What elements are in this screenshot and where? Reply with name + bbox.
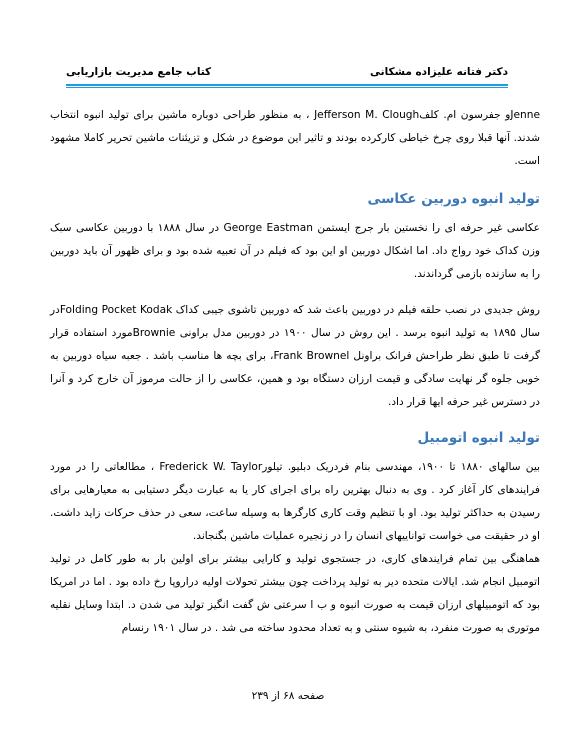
header-book-title: کتاب جامع مدیریت بازاریابی (66, 66, 212, 78)
document-body (50, 104, 540, 640)
header-rule (66, 84, 508, 86)
paragraph-camera-1: عکاسی غیر حرفه ای را نخستین بار جرج ایستمن George Eastman در سال ۱۸۸۸ با دوربین عکاسی سبک وزن کداک خود رواج داد. اما اشکال دوربین او این بود که فیلم در آن تعبیه شده بود و برای ظهور آن باید دوربین را به سازنده بازمی گرداندند. (50, 222, 540, 280)
paragraph-car-2: هماهنگی بین تمام فرایندهای کاری، در جستجوی تولید و کارایی بیشتر برای اولین بار به طور کامل در تولید اتومبیل انجام شد. ایالات متحده دیر به تولید پرداخت چون بیشتر تحولات اولیه دراروپا رخ داده بود . اما در امریکا بود که اتومبیلهای ارزان قیمت به صورت انبوه و ب ا سرعتی ش گفت انگیز تولید می شدن د. ابتدا وسایل نقلیه موتوری به صورت منفرد، به شیوه سنتی و به تعداد محدود ساخته می شد . در سال ۱۹۰۱ رنسام (50, 553, 540, 634)
paragraph-intro: Jenneو جفرسون ام. کلفJefferson M. Clough ، به منظور طراحی دوباره ماشین برای تولید انبوه انتخاب شدند. آنها قبلا روی چرخ خیاطی کارکرده بودند و تاثیر این موضوع در شکل و تزیئنات ماشین تحریر کاملا مشهود است. (50, 109, 540, 167)
paragraph-camera-2: روش جدیدی در نصب حلقه فیلم در دوربین باعث شد که دوربین تاشوی جیبی کداک Folding Pocket Kodakدر سال ۱۸۹۵ به تولید انبوه برسد . این روش در سال ۱۹۰۰ در دوربین مدل براونی Brownieمورد استفاده قرار گرفت تا طبق نظر طراحش فرانک براونل Frank Brownel، برای بچه ها مناسب باشد . جعبه سیاه دوربین به خوبی جلوه گر نهایت سادگی و قیمت ارزان دستگاه بود و همین، عکاسی را از حالت مرموز آن خارج کرد و آنرا در دسترس غیر حرفه ایها قرار داد. (50, 304, 541, 408)
header-author: دکتر فتانه علیزاده مشکانی (370, 66, 508, 78)
page-header (66, 64, 508, 86)
page-footer (0, 690, 576, 702)
section-heading-car: تولید انبوه اتومبیل (417, 430, 540, 446)
section-heading-camera: تولید انبوه دوربین عکاسی (367, 191, 540, 207)
paragraph-car-1: بین سالهای ۱۸۸۰ تا ۱۹۰۰، مهندسی بنام فردریک دبلیو. تیلورFrederick W. Taylor ، مطالعاتی را در مورد فرایندهای کار آغاز کرد . وی به دنبال بهترین راه برای اجرای کار یا به عبارت دیگر دستیابی به معیارهایی برای رسیدن به حداکثر تولید بود. او با تنظیم وقت کاری کارگرها به وسیله ساعت، سعی در حذف حرکات زاید داشت. او در حقیقت می خواست تواناییهای انسان را در زنجیره عملیات ماشین بگنجاند. (50, 461, 540, 542)
header-rule-thin (66, 87, 508, 88)
page-number: صفحه ۶۸ از ۲۳۹ (251, 690, 325, 702)
